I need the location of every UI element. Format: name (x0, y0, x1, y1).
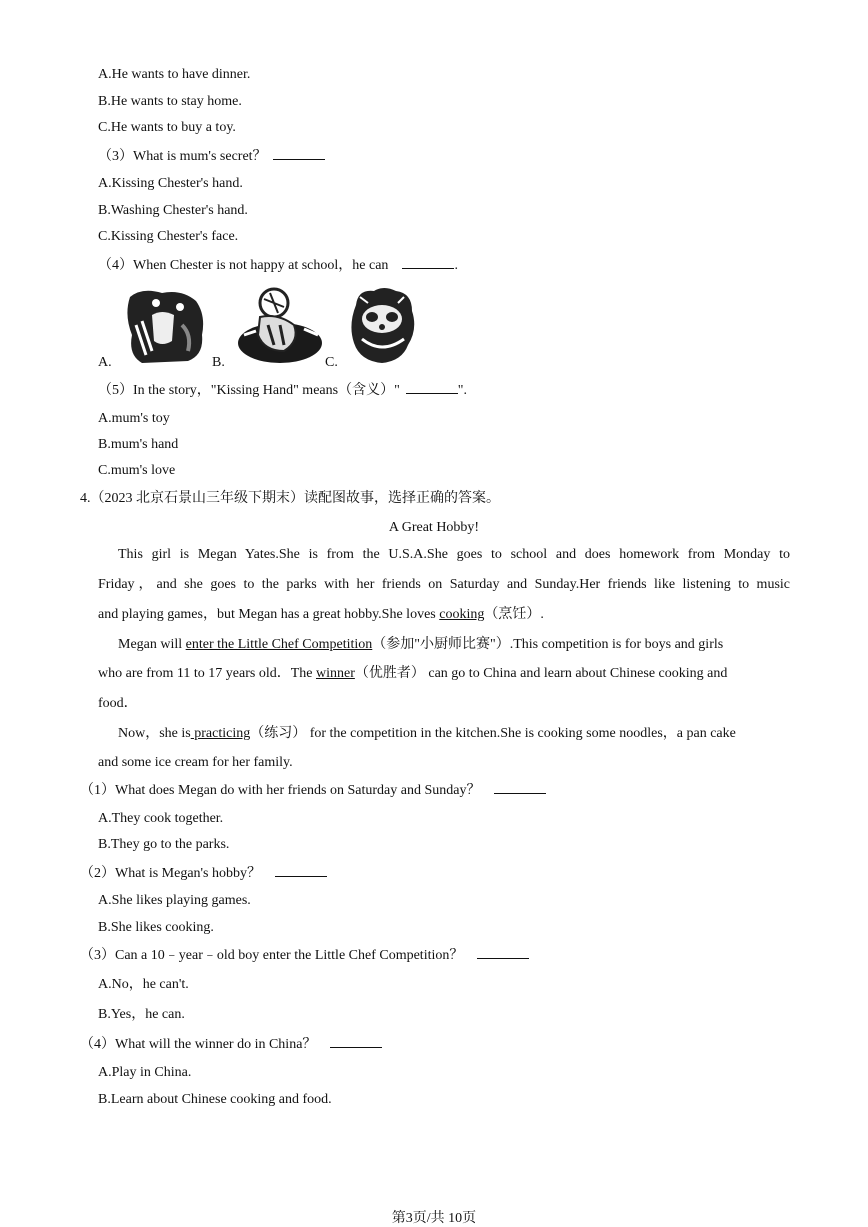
sub-question-1-text: （1）What does Megan do with her friends on Saturday and Sunday？ (80, 783, 481, 798)
raccoon-hug-image (234, 285, 324, 365)
question-5-text: （5）In the story，"Kissing Hand" means（含义）" (98, 383, 400, 398)
sub-question-1 (80, 781, 546, 800)
paragraph-2-line-3: food． (98, 696, 138, 711)
q3-option-c: C.Kissing Chester's face. (98, 229, 239, 244)
pic-label-c: C. (325, 355, 338, 370)
paragraph-2-line-2 (98, 665, 727, 683)
q5-option-a: A.mum's toy (98, 411, 170, 426)
text-segment: who are from 11 to 17 years old．The (98, 666, 316, 681)
text-segment: （练习） for the competition in the kitchen.She is cooking some noodles，a pan cake (250, 726, 736, 741)
pic-label-b: B. (212, 355, 225, 370)
text-segment: and playing games，but Megan has a great hobby.She loves (98, 607, 440, 622)
text-segment: Megan will (118, 637, 186, 652)
answer-blank (402, 256, 454, 269)
underlined-word: practicing (190, 726, 251, 741)
paragraph-1-line-2: Friday，and she goes to the parks with her friends on Saturday and Sunday.Her friends like listening to music (98, 577, 790, 592)
question-4 (98, 256, 458, 275)
s3-option-b: B.Yes，he can. (98, 1007, 185, 1022)
text-segment: （烹饪）. (484, 607, 544, 622)
answer-blank (494, 781, 546, 794)
story-title: A Great Hobby! (388, 520, 480, 535)
question-4-end: . (454, 258, 458, 273)
question-3-text: （3）What is mum's secret？ (98, 149, 267, 164)
underlined-phrase: enter the Little Chef Competition (185, 637, 373, 652)
text-segment: （参加"小厨师比赛"）.This competition is for boys and girls (372, 637, 724, 652)
paragraph-1-line-1: This girl is Megan Yates.She is from the U.S.A.She goes to school and does homework from Monday to (118, 547, 790, 562)
raccoon-face-image (348, 285, 418, 365)
s4-option-a: A.Play in China. (98, 1065, 192, 1080)
sub-question-3-text: （3）Can a 10﹣year﹣old boy enter the Little Chef Competition？ (80, 948, 464, 963)
s4-option-b: B.Learn about Chinese cooking and food. (98, 1092, 332, 1107)
s3-option-a: A.No，he can't. (98, 977, 189, 992)
text-segment: Now，she is (118, 726, 191, 741)
option-c: C.He wants to buy a toy. (98, 120, 236, 135)
s2-option-b: B.She likes cooking. (98, 920, 214, 935)
question-5-end: ". (457, 383, 468, 398)
answer-blank (406, 381, 458, 394)
option-b: B.He wants to stay home. (98, 94, 242, 109)
sub-question-3 (80, 946, 529, 965)
answer-blank (477, 946, 529, 959)
sub-question-2-text: （2）What is Megan's hobby？ (80, 866, 262, 881)
q3-option-a: A.Kissing Chester's hand. (98, 176, 243, 191)
sub-question-4 (80, 1035, 382, 1054)
answer-blank (273, 147, 325, 160)
pic-label-a: A. (98, 355, 112, 370)
option-a: A.He wants to have dinner. (98, 67, 251, 82)
answer-blank (330, 1035, 382, 1048)
s1-option-b: B.They go to the parks. (98, 837, 230, 852)
s1-option-a: A.They cook together. (98, 811, 224, 826)
paragraph-3-line-2: and some ice cream for her family. (98, 755, 293, 770)
question-3 (98, 147, 325, 166)
q5-option-b: B.mum's hand (98, 437, 179, 452)
question-4-text: （4）When Chester is not happy at school，he can (98, 258, 389, 273)
question-5 (98, 381, 467, 400)
paragraph-2-line-1 (118, 636, 723, 654)
sub-question-2 (80, 864, 327, 883)
underlined-word: cooking (439, 607, 485, 622)
answer-blank (275, 864, 327, 877)
page-number: 第3页/共 10页 (391, 1211, 477, 1226)
q3-option-b: B.Washing Chester's hand. (98, 203, 248, 218)
paragraph-1-line-3 (98, 606, 544, 624)
section-heading: 4.（2023 北京石景山三年级下期末）读配图故事，选择正确的答案。 (80, 491, 500, 506)
sub-question-4-text: （4）What will the winner do in China？ (80, 1037, 317, 1052)
raccoon-hand-image (122, 285, 208, 365)
q5-option-c: C.mum's love (98, 463, 176, 478)
text-segment: （优胜者） can go to China and learn about Chinese cooking and (354, 666, 728, 681)
s2-option-a: A.She likes playing games. (98, 893, 251, 908)
underlined-word: winner (315, 666, 355, 681)
paragraph-3-line-1 (118, 725, 736, 743)
